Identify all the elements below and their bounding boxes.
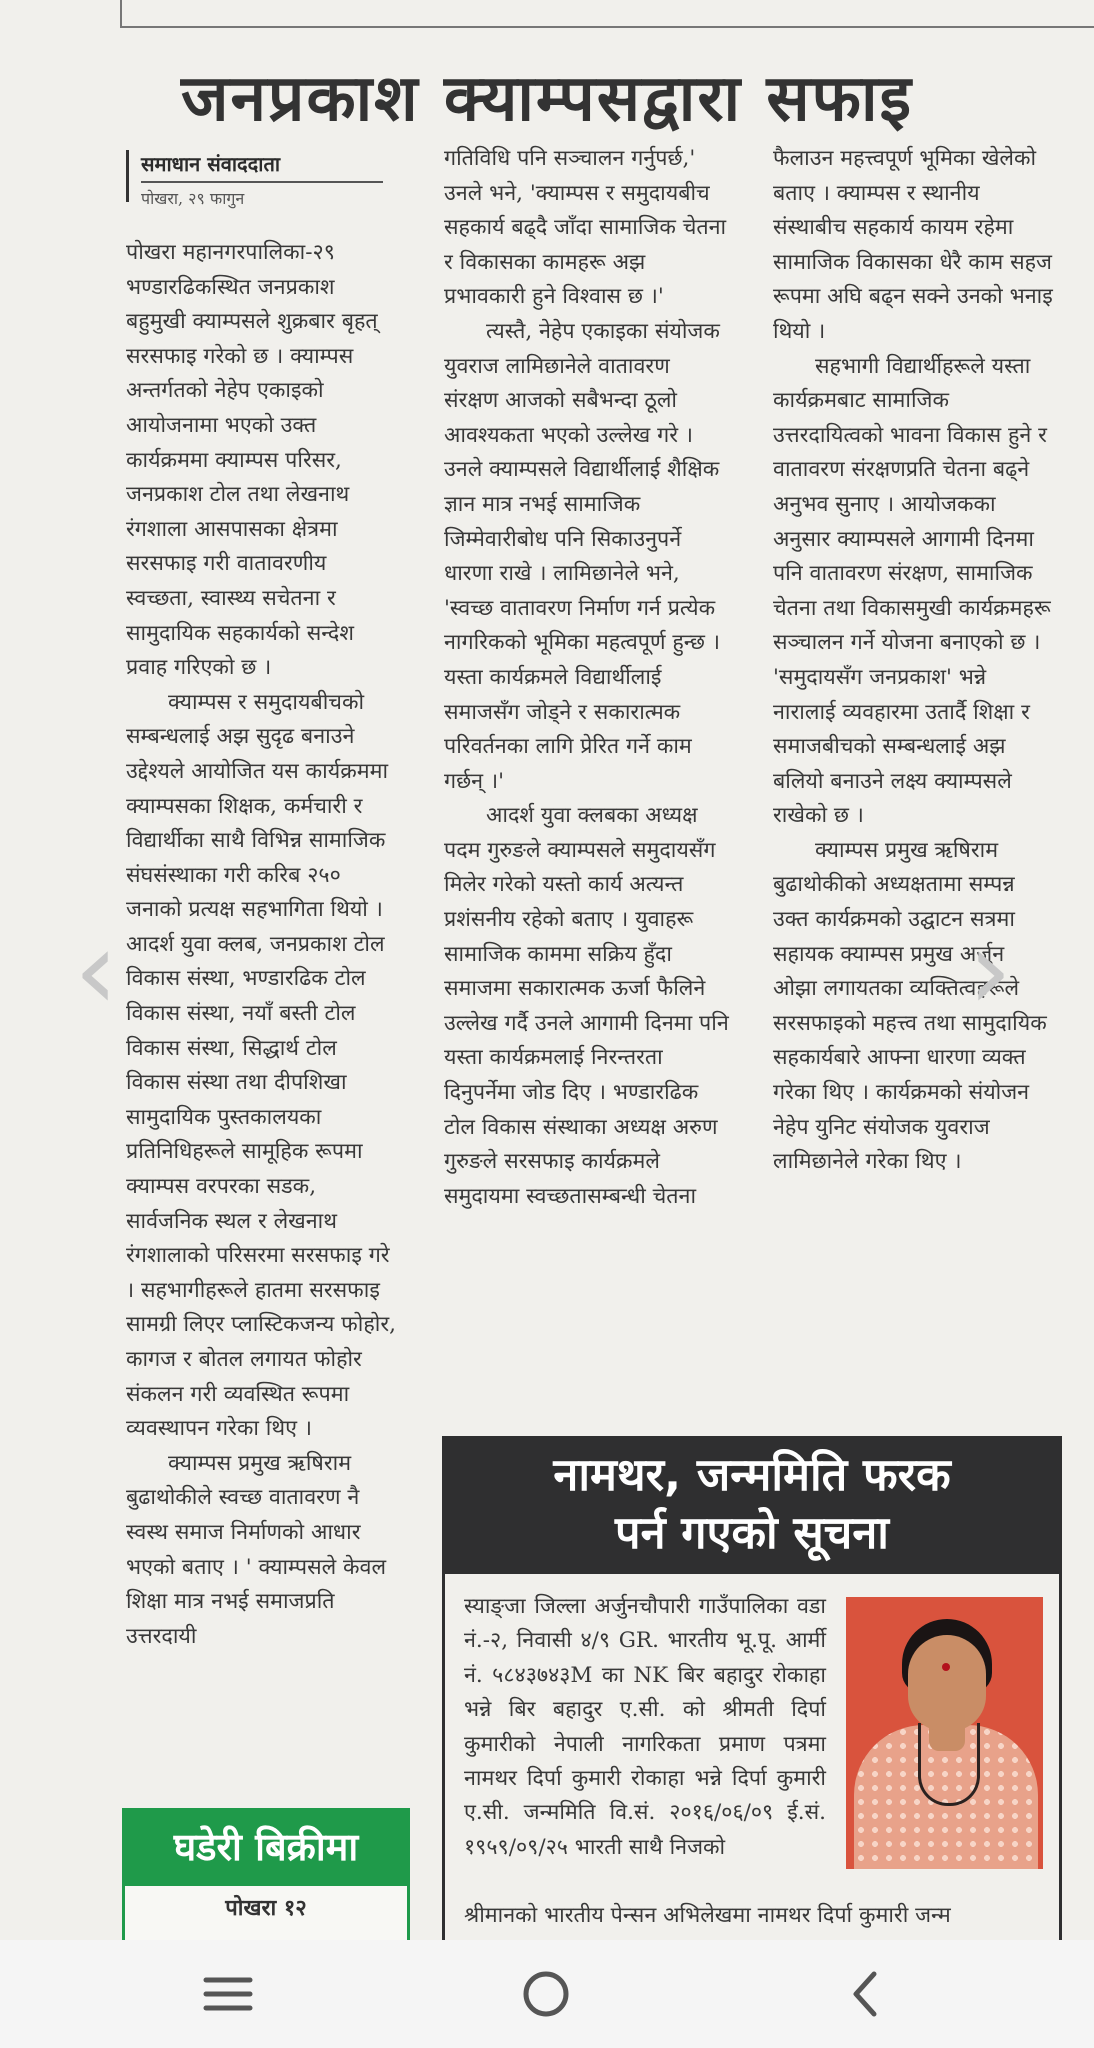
paragraph: पोखरा महानगरपालिका-२९ भण्डारढिकस्थित जनप्रकाश बहुमुखी क्याम्पसले शुक्रबार बृहत् सरसफाइ गरेको छ । क्याम्पस अन्तर्गतको नेहेप एकाइको आयोजनामा भएको उक्त कार्यक्रममा क्याम्पस परिसर, जनप्रकाश टोल तथा लेखनाथ रंगशाला आसपासका क्षेत्रमा सरसफाइ गरी वातावरणीय स्वच्छता, स्वास्थ्य सचेतना र सामुदायिक सहकार्यको सन्देश प्रवाह गरिएको छ ।	[126, 240, 378, 681]
paragraph: आदर्श युवा क्लबका अध्यक्ष पदम गुरुङले क्याम्पसले समुदायसँग मिलेर गरेको यस्तो कार्य अत्यन्त प्रशंसनीय रहेको बताए । युवाहरू सामाजिक काममा सक्रिय हुँदा समाजमा सकारात्मक ऊर्जा फैलिने उल्लेख गर्दै उनले आगामी दिनमा पनि यस्ता कार्यक्रमलाई निरन्तरता दिनुपर्नेमा जोड दिए । भण्डारढिक टोल विकास संस्थाका अध्यक्ष अरुण गुरुङले सरसफाइ कार्यक्रमले समुदायमा स्वच्छतासम्बन्धी चेतना	[444, 803, 729, 1209]
notice-body: स्याङ्जा जिल्ला अर्जुनचौपारी गाउँपालिका वडा नं.-२, निवासी ४/९ GR. भारतीय भू.पू. आर्मी नं. ५८४३७४३M का NK बिर बहादुर रोकाहा भन्ने बिर बहादुर ए.सी. को श्रीमती दिर्पा कुमारीको नेपाली नागरिकता प्रमाण पत्रमा नामथर दिर्पा कुमारी रोकाहा भन्ने दिर्पा कुमारी ए.सी. जन्ममिति वि.सं. २०१६/०६/०९ ई.सं. १९५९/०९/२५ भारती साथै निजको	[464, 1594, 826, 1860]
article-column-1	[126, 236, 396, 1654]
back-button[interactable]	[836, 1964, 896, 2024]
photo-necklace	[918, 1723, 980, 1806]
paragraph: क्याम्पस प्रमुख ऋषिराम बुढाथोकीको अध्यक्षतामा सम्पन्न उक्त कार्यक्रमको उद्घाटन सत्रमा सहायक क्याम्पस प्रमुख अर्जुन ओझा लगायतका व्यक्तित्वहरूले सरसफाइको महत्त्व तथा सामुदायिक सहकार्यबारे आफ्ना धारणा व्यक्त गरेका थिए । कार्यक्रमको संयोजन नेहेप युनिट संयोजक युवराज लामिछानेले गरेका थिए ।	[773, 837, 1047, 1175]
home-circle-icon	[516, 1964, 576, 2024]
top-border-box	[120, 0, 1094, 28]
notice-title-line2: पर्न गएको सूचना	[615, 1506, 889, 1559]
ad-title: घडेरी बिक्रीमा	[122, 1808, 410, 1886]
article-column-2	[444, 142, 730, 1214]
recent-apps-button[interactable]	[198, 1964, 258, 2024]
paragraph: गतिविधि पनि सञ्चालन गर्नुपर्छ,' उनले भने, 'क्याम्पस र समुदायबीच सहकार्य बढ्दै जाँदा सामाजिक चेतना र विकासका कामहरू अझ प्रभावकारी हुने विश्वास छ ।'	[444, 146, 727, 310]
notice-title	[442, 1436, 1062, 1574]
next-page-arrow-icon[interactable]: ›	[968, 906, 1012, 1034]
byline-name: समाधान संवाददाता	[141, 150, 383, 183]
photo-bindi	[942, 1663, 950, 1671]
byline-place: पोखरा, २९ फागुन	[141, 189, 245, 208]
paragraph: सहभागी विद्यार्थीहरूले यस्ता कार्यक्रमबाट सामाजिक उत्तरदायित्वको भावना विकास हुने र वातावरण संरक्षणप्रति चेतना बढ्ने अनुभव सुनाए । आयोजकका अनुसार क्याम्पसले आगामी दिनमा पनि वातावरण संरक्षण, सामाजिक चेतना तथा विकासमुखी कार्यक्रमहरू सञ्चालन गर्ने योजना बनाएको छ । 'समुदायसँग जनप्रकाश' भन्ने नारालाई व्यवहारमा उतार्दै शिक्षा र समाजबीचको सम्बन्धलाई अझ बलियो बनाउने लक्ष्य क्याम्पसले राखेको छ ।	[773, 353, 1051, 829]
notice-title-line1: नामथर, जन्ममिति फरक	[553, 1448, 951, 1501]
article-headline: जनप्रकाश क्याम्पसद्वारा सफाइ	[181, 62, 913, 136]
home-button[interactable]	[516, 1964, 576, 2024]
paragraph: क्याम्पस र समुदायबीचको सम्बन्धलाई अझ सुदृढ बनाउने उद्देश्यले आयोजित यस कार्यक्रममा क्याम्पसका शिक्षक, कर्मचारी र विद्यार्थीका साथै विभिन्न सामाजिक संघसंस्थाका गरी करिब २५० जनाको प्रत्यक्ष सहभागिता थियो । आदर्श युवा क्लब, जनप्रकाश टोल विकास संस्था, भण्डारढिक टोल विकास संस्था, नयाँ बस्ती टोल विकास संस्था, सिद्धार्थ टोल विकास संस्था तथा दीपशिखा सामुदायिक पुस्तकालयका प्रतिनिधिहरूले सामूहिक रूपमा क्याम्पस वरपरका सडक, सार्वजनिक स्थल र लेखनाथ रंगशालाको परिसरमा सरसफाइ गरे । सहभागीहरूले हातमा सरसफाइ सामग्री लिएर प्लास्टिकजन्य फोहोर, कागज र बोतल लगायत फोहोर संकलन गरी व्यवस्थित रूपमा व्यवस्थापन गरेका थिए ।	[126, 689, 396, 1442]
paragraph: फैलाउन महत्त्वपूर्ण भूमिका खेलेको बताए । क्याम्पस र स्थानीय संस्थाबीच सहकार्य कायम रहेमा सामाजिक विकासका धेरै काम सहज रूपमा अघि बढ्न सक्ने उनको भनाइ थियो ।	[773, 146, 1053, 344]
paragraph: त्यस्तै, नेहेप एकाइका संयोजक युवराज लामिछानेले वातावरण संरक्षण आजको सबैभन्दा ठूलो आवश्यकता भएको उल्लेख गरे । उनले क्याम्पसले विद्यार्थीलाई शैक्षिक ज्ञान मात्र नभई सामाजिक जिम्मेवारीबोध पनि सिकाउनुपर्ने धारणा राखे । लामिछानेले भने, 'स्वच्छ वातावरण निर्माण गर्न प्रत्येक नागरिकको भूमिका महत्वपूर्ण हुन्छ । यस्ता कार्यक्रमले विद्यार्थीलाई समाजसँग जोड्ने र सकारात्मक परिवर्तनका लागि प्रेरित गर्ने काम गर्छन् ।'	[444, 318, 720, 794]
byline	[126, 150, 383, 208]
notice-body-tail: श्रीमानको भारतीय पेन्सन अभिलेखमा नामथर दिर्पा कुमारी जन्म	[464, 1903, 951, 1928]
menu-icon	[198, 1964, 258, 2024]
back-chevron-icon	[836, 1964, 896, 2024]
ad-subtitle: पोखरा १२	[122, 1886, 410, 1940]
notice-photo	[846, 1597, 1043, 1869]
previous-page-arrow-icon[interactable]: ‹	[74, 906, 118, 1034]
paragraph: क्याम्पस प्रमुख ऋषिराम बुढाथोकीले स्वच्छ वातावरण नै स्वस्थ समाज निर्माणको आधार भएको बताए । ' क्याम्पसले केवल शिक्षा मात्र नभई समाजप्रति उत्तरदायी	[126, 1450, 387, 1649]
photo-face	[908, 1635, 986, 1731]
system-navigation-bar	[0, 1940, 1094, 2048]
